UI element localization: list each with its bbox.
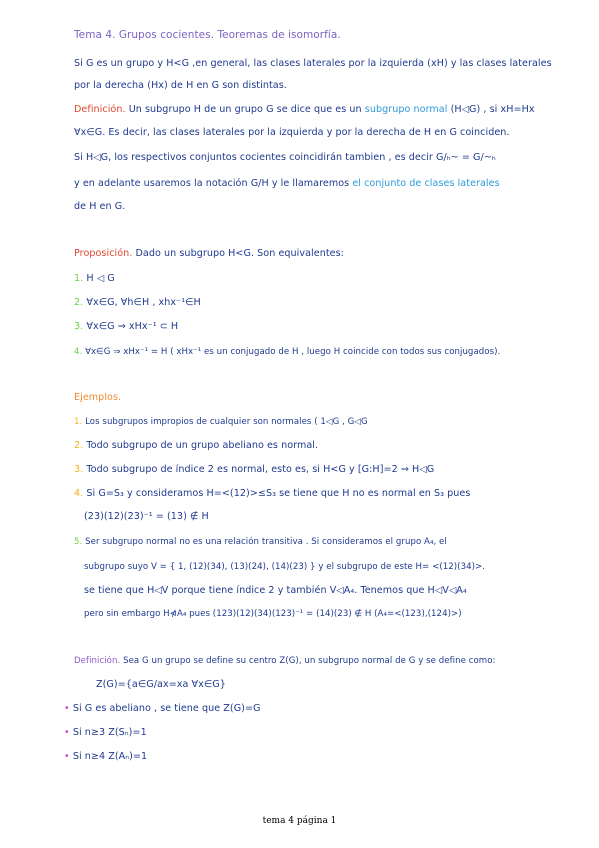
definition-center-line — [74, 655, 495, 667]
example-item — [74, 440, 318, 452]
bullet-text: Si G es abeliano , se tiene que Z(G)=G — [72, 703, 261, 714]
definition-normal-line-4 — [74, 178, 500, 190]
example-text: Todo subgrupo de índice 2 es normal, esto es, si H<G y [G:H]=2 ⇒ H◁G — [86, 464, 435, 475]
definition-label: Definición. — [74, 104, 126, 115]
subgroup-normal-highlight: subgrupo normal — [364, 104, 448, 115]
bullet-item — [64, 703, 261, 715]
definition-text: Un subgrupo H de un grupo G se dice que es un — [128, 104, 362, 115]
definition-normal-line-3: Si H◁G, los respectivos conjuntos cocientes coincidirán tambien , es decir G/ₕ~ = G/~ₕ — [74, 152, 496, 163]
definition-normal-line-2: ∀x∈G. Es decir, las clases laterales por la izquierda y por la derecha de H en G coinciden. — [74, 127, 510, 138]
example-text: Ser subgrupo normal no es una relación transitiva . Si consideramos el grupo A₄, el — [85, 537, 447, 547]
proposition-header — [74, 248, 344, 260]
example-continuation: subgrupo suyo V = { 1, (12)(34), (13)(24), (14)(23) } y el subgrupo de este H= <(12)(34)>. — [84, 562, 486, 572]
proposition-label: Proposición. — [74, 248, 133, 259]
examples-label: Ejemplos. — [74, 392, 122, 403]
proposition-item — [74, 321, 178, 333]
intro-line-2: por la derecha (Hx) de H en G son distintas. — [74, 80, 287, 91]
cosets-highlight: el conjunto de clases laterales — [352, 178, 500, 189]
page-title: Tema 4. Grupos cocientes. Teoremas de isomorfía. — [74, 29, 341, 41]
bullet-item — [64, 727, 147, 739]
item-number: 2. — [74, 297, 84, 308]
notation-text: y en adelante usaremos la notación G/H y le llamaremos — [74, 178, 350, 189]
item-text: ∀x∈G ⇒ xHx⁻¹ = H ( xHx⁻¹ es un conjugado de H , luego H coincide con todos sus conjugados). — [85, 347, 501, 357]
item-text: H ◁ G — [86, 273, 115, 284]
proposition-item — [74, 297, 201, 309]
bullet-item — [64, 751, 147, 763]
bullet-text: Si n≥3 Z(Sₙ)=1 — [72, 727, 147, 738]
item-text: ∀x∈G, ∀h∈H , xhx⁻¹∈H — [86, 297, 201, 308]
definition-notation: (H◁G) , si xH=Hx — [450, 104, 535, 115]
bullet-text: Si n≥4 Z(Aₙ)=1 — [72, 751, 148, 762]
bullet-dot: • — [64, 703, 70, 714]
example-number: 5. — [74, 537, 83, 547]
bullet-dot: • — [64, 727, 70, 738]
example-text: Si G=S₃ y consideramos H=<(12)>≤S₃ se tiene que H no es normal en S₃ pues — [86, 488, 471, 499]
proposition-item — [74, 273, 115, 285]
example-item — [74, 416, 368, 428]
proposition-text: Dado un subgrupo H<G. Son equivalentes: — [135, 248, 344, 259]
example-text: Los subgrupos impropios de cualquier son normales ( 1◁G , G◁G — [85, 417, 368, 427]
example-number: 3. — [74, 464, 84, 475]
definition-normal-line-5: de H en G. — [74, 201, 126, 212]
example-text: Todo subgrupo de un grupo abeliano es normal. — [86, 440, 319, 451]
definition-text: Sea G un grupo se define su centro Z(G), un subgrupo normal de G y se define como: — [123, 656, 496, 666]
example-continuation: pero sin embargo H⋪A₄ pues (123)(12)(34)(123)⁻¹ = (14)(23) ∉ H (A₄=<(123),(124)>) — [84, 609, 462, 619]
example-number: 4. — [74, 488, 84, 499]
item-text: ∀x∈G ⇒ xHx⁻¹ ⊂ H — [86, 321, 179, 332]
example-item — [74, 464, 434, 476]
intro-line-1: Si G es un grupo y H<G ,en general, las clases laterales por la izquierda (xH) y las clases laterales — [74, 58, 552, 69]
page-footer: tema 4 página 1 — [262, 816, 337, 826]
example-continuation: se tiene que H◁V porque tiene índice 2 y también V◁A₄. Tenemos que H◁V◁A₄ — [84, 585, 467, 596]
example-item — [74, 488, 470, 500]
example-continuation: (23)(12)(23)⁻¹ = (13) ∉ H — [84, 511, 209, 522]
item-number: 3. — [74, 321, 84, 332]
example-item — [74, 536, 447, 548]
center-formula: Z(G)={a∈G/ax=xa ∀x∈G} — [96, 679, 226, 690]
example-number: 1. — [74, 417, 83, 427]
item-number: 4. — [74, 347, 83, 357]
bullet-dot: • — [64, 751, 70, 762]
item-number: 1. — [74, 273, 84, 284]
definition-normal-line-1 — [74, 104, 535, 116]
definition-label: Definición. — [74, 656, 121, 666]
proposition-item — [74, 346, 500, 358]
example-number: 2. — [74, 440, 84, 451]
